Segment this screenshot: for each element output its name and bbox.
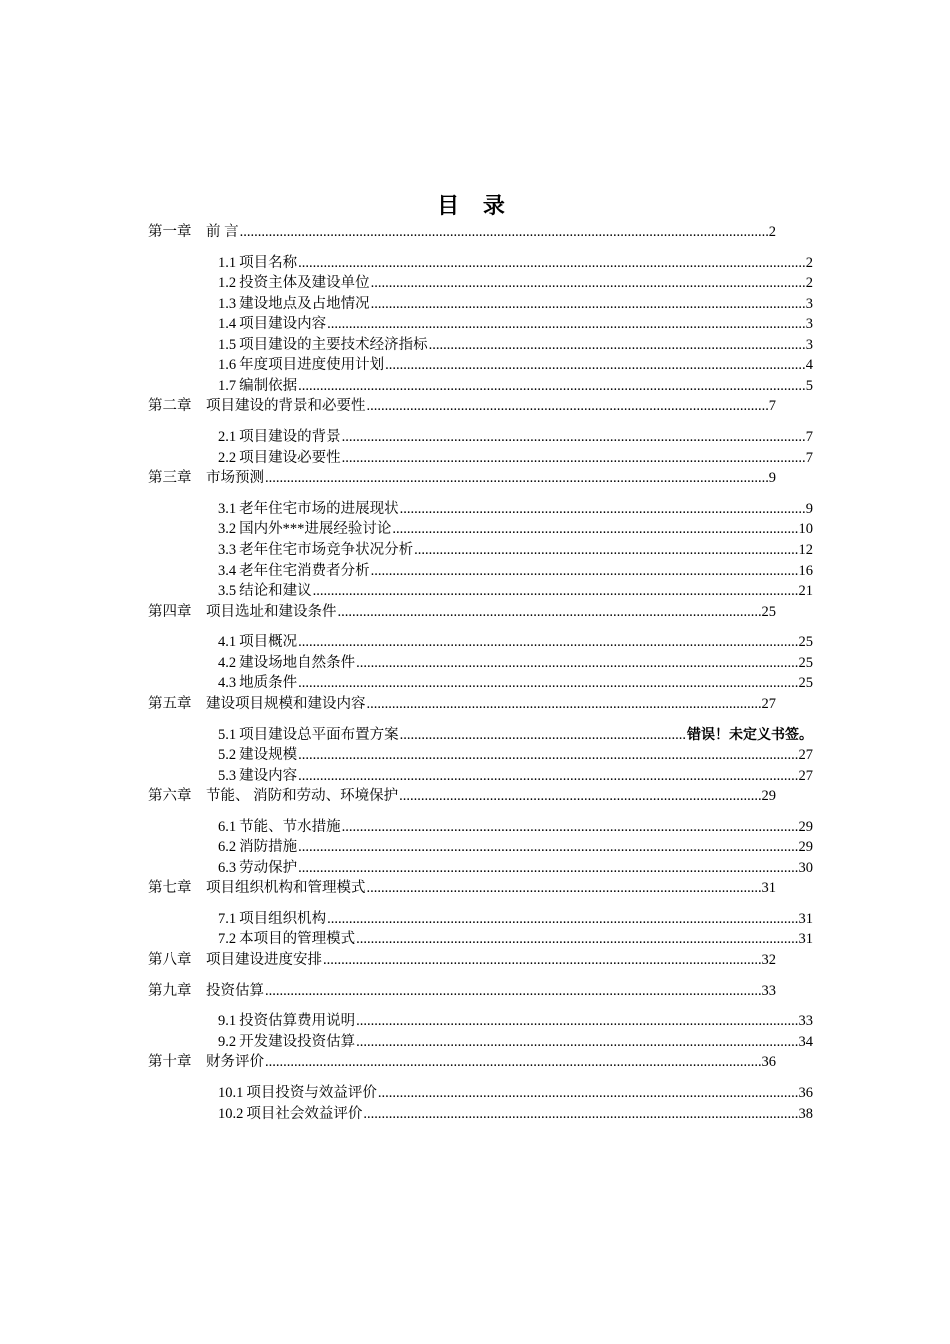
toc-page-number: 25 [798,634,813,650]
toc-entry-title: 建设地点及占地情况 [239,296,370,312]
toc-entry-label [218,428,341,446]
toc-entry-title: 结论和建议 [239,583,312,599]
toc-section-entry[interactable] [218,633,813,651]
toc-entry-label [218,356,384,374]
dot-leader [399,787,760,805]
toc-entry-number: 7.1 [218,911,237,927]
toc-section-entry[interactable] [218,377,813,395]
toc-entry-title: 项目概况 [239,634,298,650]
toc-page-number: 30 [798,860,813,876]
toc-page-number: 27 [761,696,776,712]
toc-entry-title: 编制依据 [239,378,298,394]
toc-entry-label [218,633,297,651]
toc-entry-title: 项目建设必要性 [239,450,341,466]
toc-entry-label [148,469,264,487]
toc-chapter-entry[interactable] [148,879,776,897]
toc-entry-title: 财务评价 [206,1054,264,1070]
toc-entry-label [218,838,297,856]
toc-entry-number: 1.4 [218,316,237,332]
toc-entry-title: 劳动保护 [239,860,298,876]
toc-entry-label [218,274,370,292]
dot-leader [240,223,768,241]
toc-entry-label [148,879,366,897]
toc-page-number: 34 [798,1034,813,1050]
toc-entry-label [218,726,399,744]
dot-leader [371,274,805,292]
toc-page-number: 9 [768,470,776,486]
toc-chapter-entry[interactable] [148,787,776,805]
toc-section-entry[interactable] [218,541,813,559]
dot-leader [265,1053,761,1071]
toc-entry-number: 1.2 [218,275,237,291]
dot-leader [338,603,761,621]
toc-section-entry[interactable] [218,1105,813,1123]
toc-entry-number: 1.3 [218,296,237,312]
toc-entry-title: 投资估算 [206,983,264,999]
toc-page-number: 12 [798,542,813,558]
toc-entry-title: 项目建设的背景和必要性 [206,398,366,414]
toc-page-number: 31 [798,911,813,927]
toc-entry-label [218,562,370,580]
toc-entry-label [148,951,322,969]
toc-entry-label [218,859,297,877]
toc-section-entry[interactable] [218,582,813,600]
dot-leader [342,818,798,836]
toc-page-number: 31 [761,880,776,896]
toc-entry-number: 9.2 [218,1034,237,1050]
dot-leader [356,930,797,948]
toc-page-number: 36 [761,1054,776,1070]
toc-page-number: 3 [805,337,813,353]
toc-chapter-entry[interactable] [148,982,776,1000]
toc-entry-label [218,746,297,764]
toc-page-number: 2 [805,255,813,271]
toc-page-number: 29 [761,788,776,804]
toc-entry-label [218,674,297,692]
toc-entry-title: 地质条件 [239,675,298,691]
toc-section-entry[interactable] [218,295,813,313]
toc-entry-number: 第四章 [148,604,192,620]
toc-page-number: 7 [805,429,813,445]
toc-entry-label [218,1105,362,1123]
dot-leader [313,582,798,600]
toc-entry-number: 第五章 [148,696,192,712]
toc-entry-number: 1.7 [218,378,237,394]
toc-entry-number: 4.2 [218,655,237,671]
dot-leader [371,295,805,313]
toc-page-number: 36 [798,1085,813,1101]
toc-entry-title: 项目组织机构 [239,911,327,927]
toc-entry-label [148,223,239,241]
toc-page-number: 25 [798,675,813,691]
toc-entry-label [218,1012,355,1030]
toc-section-entry[interactable] [218,910,813,928]
toc-section-entry[interactable] [218,726,813,744]
toc-entry-title: 项目建设总平面布置方案 [239,727,399,743]
toc-entry-number: 1.5 [218,337,237,353]
toc-entry-label [218,315,326,333]
toc-section-entry[interactable] [218,520,813,538]
toc-entry-label [148,787,398,805]
toc-entry-title: 项目选址和建设条件 [206,604,337,620]
toc-entry-title: 建设内容 [239,768,298,784]
toc-page-number: 2 [805,275,813,291]
toc-entry-label [218,930,355,948]
toc-page-number: 25 [798,655,813,671]
toc-entry-number: 1.6 [218,357,237,373]
dot-leader [400,500,805,518]
toc-entry-label [148,1053,264,1071]
toc-entry-number: 第一章 [148,224,192,240]
toc-page-number: 32 [761,952,776,968]
toc-entry-title: 国内外***进展经验讨论 [239,521,392,537]
toc-entry-title: 项目建设内容 [239,316,327,332]
toc-section-entry[interactable] [218,274,813,292]
toc-section-entry[interactable] [218,336,813,354]
toc-section-entry[interactable] [218,500,813,518]
toc-entry-number: 3.3 [218,542,237,558]
toc-entry-title: 节能、节水措施 [239,819,341,835]
toc-entry-title: 项目投资与效益评价 [246,1085,377,1101]
toc-entry-number: 2.1 [218,429,237,445]
toc-entry-title: 本项目的管理模式 [239,931,356,947]
toc-entry-title: 项目建设的背景 [239,429,341,445]
toc-entry-number: 第八章 [148,952,192,968]
toc-chapter-entry[interactable] [148,469,776,487]
toc-chapter-entry[interactable] [148,1053,776,1071]
toc-entry-label [148,695,366,713]
toc-page-number: 3 [805,296,813,312]
toc-entry-number: 3.4 [218,563,237,579]
toc-entry-title: 项目建设进度安排 [206,952,322,968]
toc-entry-label [218,254,297,272]
dot-leader [298,859,797,877]
toc-entry-number: 1.1 [218,255,237,271]
toc-page-number: 4 [805,357,813,373]
toc-section-entry[interactable] [218,562,813,580]
toc-entry-label [218,500,399,518]
toc-entry-number: 10.1 [218,1085,244,1101]
toc-section-entry[interactable] [218,1033,813,1051]
dot-leader [298,254,805,272]
dot-leader [356,1033,797,1051]
toc-page-number: 25 [761,604,776,620]
dot-leader [356,654,797,672]
toc-section-entry[interactable] [218,449,813,467]
toc-page-number: 31 [798,931,813,947]
toc-entry-label [218,541,413,559]
toc-chapter-entry[interactable] [148,951,776,969]
toc-page-number: 38 [798,1106,813,1122]
dot-leader [265,982,761,1000]
toc-entry-label [218,1084,377,1102]
toc-entry-number: 9.1 [218,1013,237,1029]
toc-entry-label [218,654,355,672]
dot-leader [400,726,686,744]
dot-leader [298,767,797,785]
toc-page-number: 21 [798,583,813,599]
dot-leader [363,1105,797,1123]
toc-entry-label [218,818,341,836]
toc-entry-title: 项目名称 [239,255,298,271]
dot-leader [356,1012,797,1030]
toc-entry-label [218,520,391,538]
toc-entry-title: 开发建设投资估算 [239,1034,356,1050]
toc-entry-number: 4.3 [218,675,237,691]
toc-chapter-entry[interactable] [148,397,776,415]
toc-page-number: 16 [798,563,813,579]
toc-page-number: 27 [798,747,813,763]
toc-chapter-entry[interactable] [148,603,776,621]
toc-entry-title: 投资估算费用说明 [239,1013,356,1029]
toc-entry-label [148,982,264,1000]
toc-entry-number: 第三章 [148,470,192,486]
toc-page-number: 9 [805,501,813,517]
dot-leader [323,951,761,969]
toc-entry-title: 项目组织机构和管理模式 [206,880,366,896]
dot-leader [367,879,761,897]
toc-section-entry[interactable] [218,428,813,446]
toc-entry-title: 投资主体及建设单位 [239,275,370,291]
toc-page-number: 27 [798,768,813,784]
toc-entry-number: 6.1 [218,819,237,835]
toc-entry-title: 项目社会效益评价 [246,1106,363,1122]
dot-leader [414,541,797,559]
toc-chapter-entry[interactable] [148,695,776,713]
toc-section-entry[interactable] [218,254,813,272]
dot-leader [298,674,797,692]
toc-entry-label [218,449,341,467]
toc-entry-number: 6.3 [218,860,237,876]
toc-entry-title: 前 言 [206,224,239,240]
toc-page-number: 33 [761,983,776,999]
toc-page-number: 7 [805,450,813,466]
toc-entry-number: 第二章 [148,398,192,414]
toc-entry-title: 消防措施 [239,839,298,855]
toc-entry-title: 项目建设的主要技术经济指标 [239,337,428,353]
toc-entry-number: 6.2 [218,839,237,855]
dot-leader [298,838,797,856]
toc-title: 目 录 [437,194,513,219]
dot-leader [429,336,805,354]
toc-entry-label [148,397,366,415]
toc-entry-label [148,603,337,621]
toc-section-entry[interactable] [218,356,813,374]
toc-entry-number: 第九章 [148,983,192,999]
toc-section-entry[interactable] [218,746,813,764]
toc-entry-number: 5.3 [218,768,237,784]
toc-page-number: 33 [798,1013,813,1029]
dot-leader [371,562,798,580]
dot-leader [342,428,805,446]
toc-section-entry[interactable] [218,674,813,692]
toc-section-entry[interactable] [218,1084,813,1102]
toc-entry-label [218,377,297,395]
toc-entry-title: 老年住宅市场的进展现状 [239,501,399,517]
dot-leader [298,746,797,764]
toc-entry-title: 老年住宅消费者分析 [239,563,370,579]
toc-section-entry[interactable] [218,818,813,836]
toc-entry-number: 第十章 [148,1054,192,1070]
dot-leader [378,1084,798,1102]
toc-section-entry[interactable] [218,859,813,877]
toc-page-number: 5 [805,378,813,394]
toc-entry-title: 年度项目进度使用计划 [239,357,385,373]
toc-entry-number: 5.2 [218,747,237,763]
toc-section-entry[interactable] [218,838,813,856]
toc-chapter-entry[interactable] [148,223,776,241]
toc-entry-number: 5.1 [218,727,237,743]
toc-entry-label [218,767,297,785]
toc-entry-label [218,295,370,313]
toc-entry-number: 第七章 [148,880,192,896]
toc-entry-number: 4.1 [218,634,237,650]
toc-page-number: 3 [805,316,813,332]
dot-leader [367,695,761,713]
dot-leader [265,469,768,487]
toc-section-entry[interactable] [218,654,813,672]
toc-section-entry[interactable] [218,767,813,785]
toc-entry-number: 10.2 [218,1106,244,1122]
toc-section-entry[interactable] [218,1012,813,1030]
toc-page-number: 29 [798,839,813,855]
bookmark-error-text: 错误！未定义书签。 [687,727,813,743]
dot-leader [327,315,805,333]
toc-entry-label [218,336,428,354]
toc-entry-title: 节能、 消防和劳动、环境保护 [206,788,399,804]
toc-entry-number: 2.2 [218,450,237,466]
toc-entry-title: 建设项目规模和建设内容 [206,696,366,712]
toc-page-number: 2 [768,224,776,240]
toc-entry-title: 老年住宅市场竞争状况分析 [239,542,414,558]
toc-entry-number: 3.2 [218,521,237,537]
toc-page-number: 10 [798,521,813,537]
toc-entry-label [218,582,312,600]
toc-entry-number: 3.1 [218,501,237,517]
toc-section-entry[interactable] [218,930,813,948]
toc-entry-label [218,910,326,928]
toc-entry-label [218,1033,355,1051]
toc-entry-title: 建设场地自然条件 [239,655,356,671]
dot-leader [342,449,805,467]
toc-entry-number: 7.2 [218,931,237,947]
dot-leader [327,910,797,928]
dot-leader [385,356,805,374]
toc-page-number: 7 [768,398,776,414]
toc-entry-title: 市场预测 [206,470,264,486]
dot-leader [298,377,805,395]
dot-leader [392,520,797,538]
toc-entry-number: 3.5 [218,583,237,599]
toc-page-number: 29 [798,819,813,835]
toc-entry-title: 建设规模 [239,747,298,763]
dot-leader [367,397,768,415]
toc-section-entry[interactable] [218,315,813,333]
dot-leader [298,633,797,651]
toc-entry-number: 第六章 [148,788,192,804]
